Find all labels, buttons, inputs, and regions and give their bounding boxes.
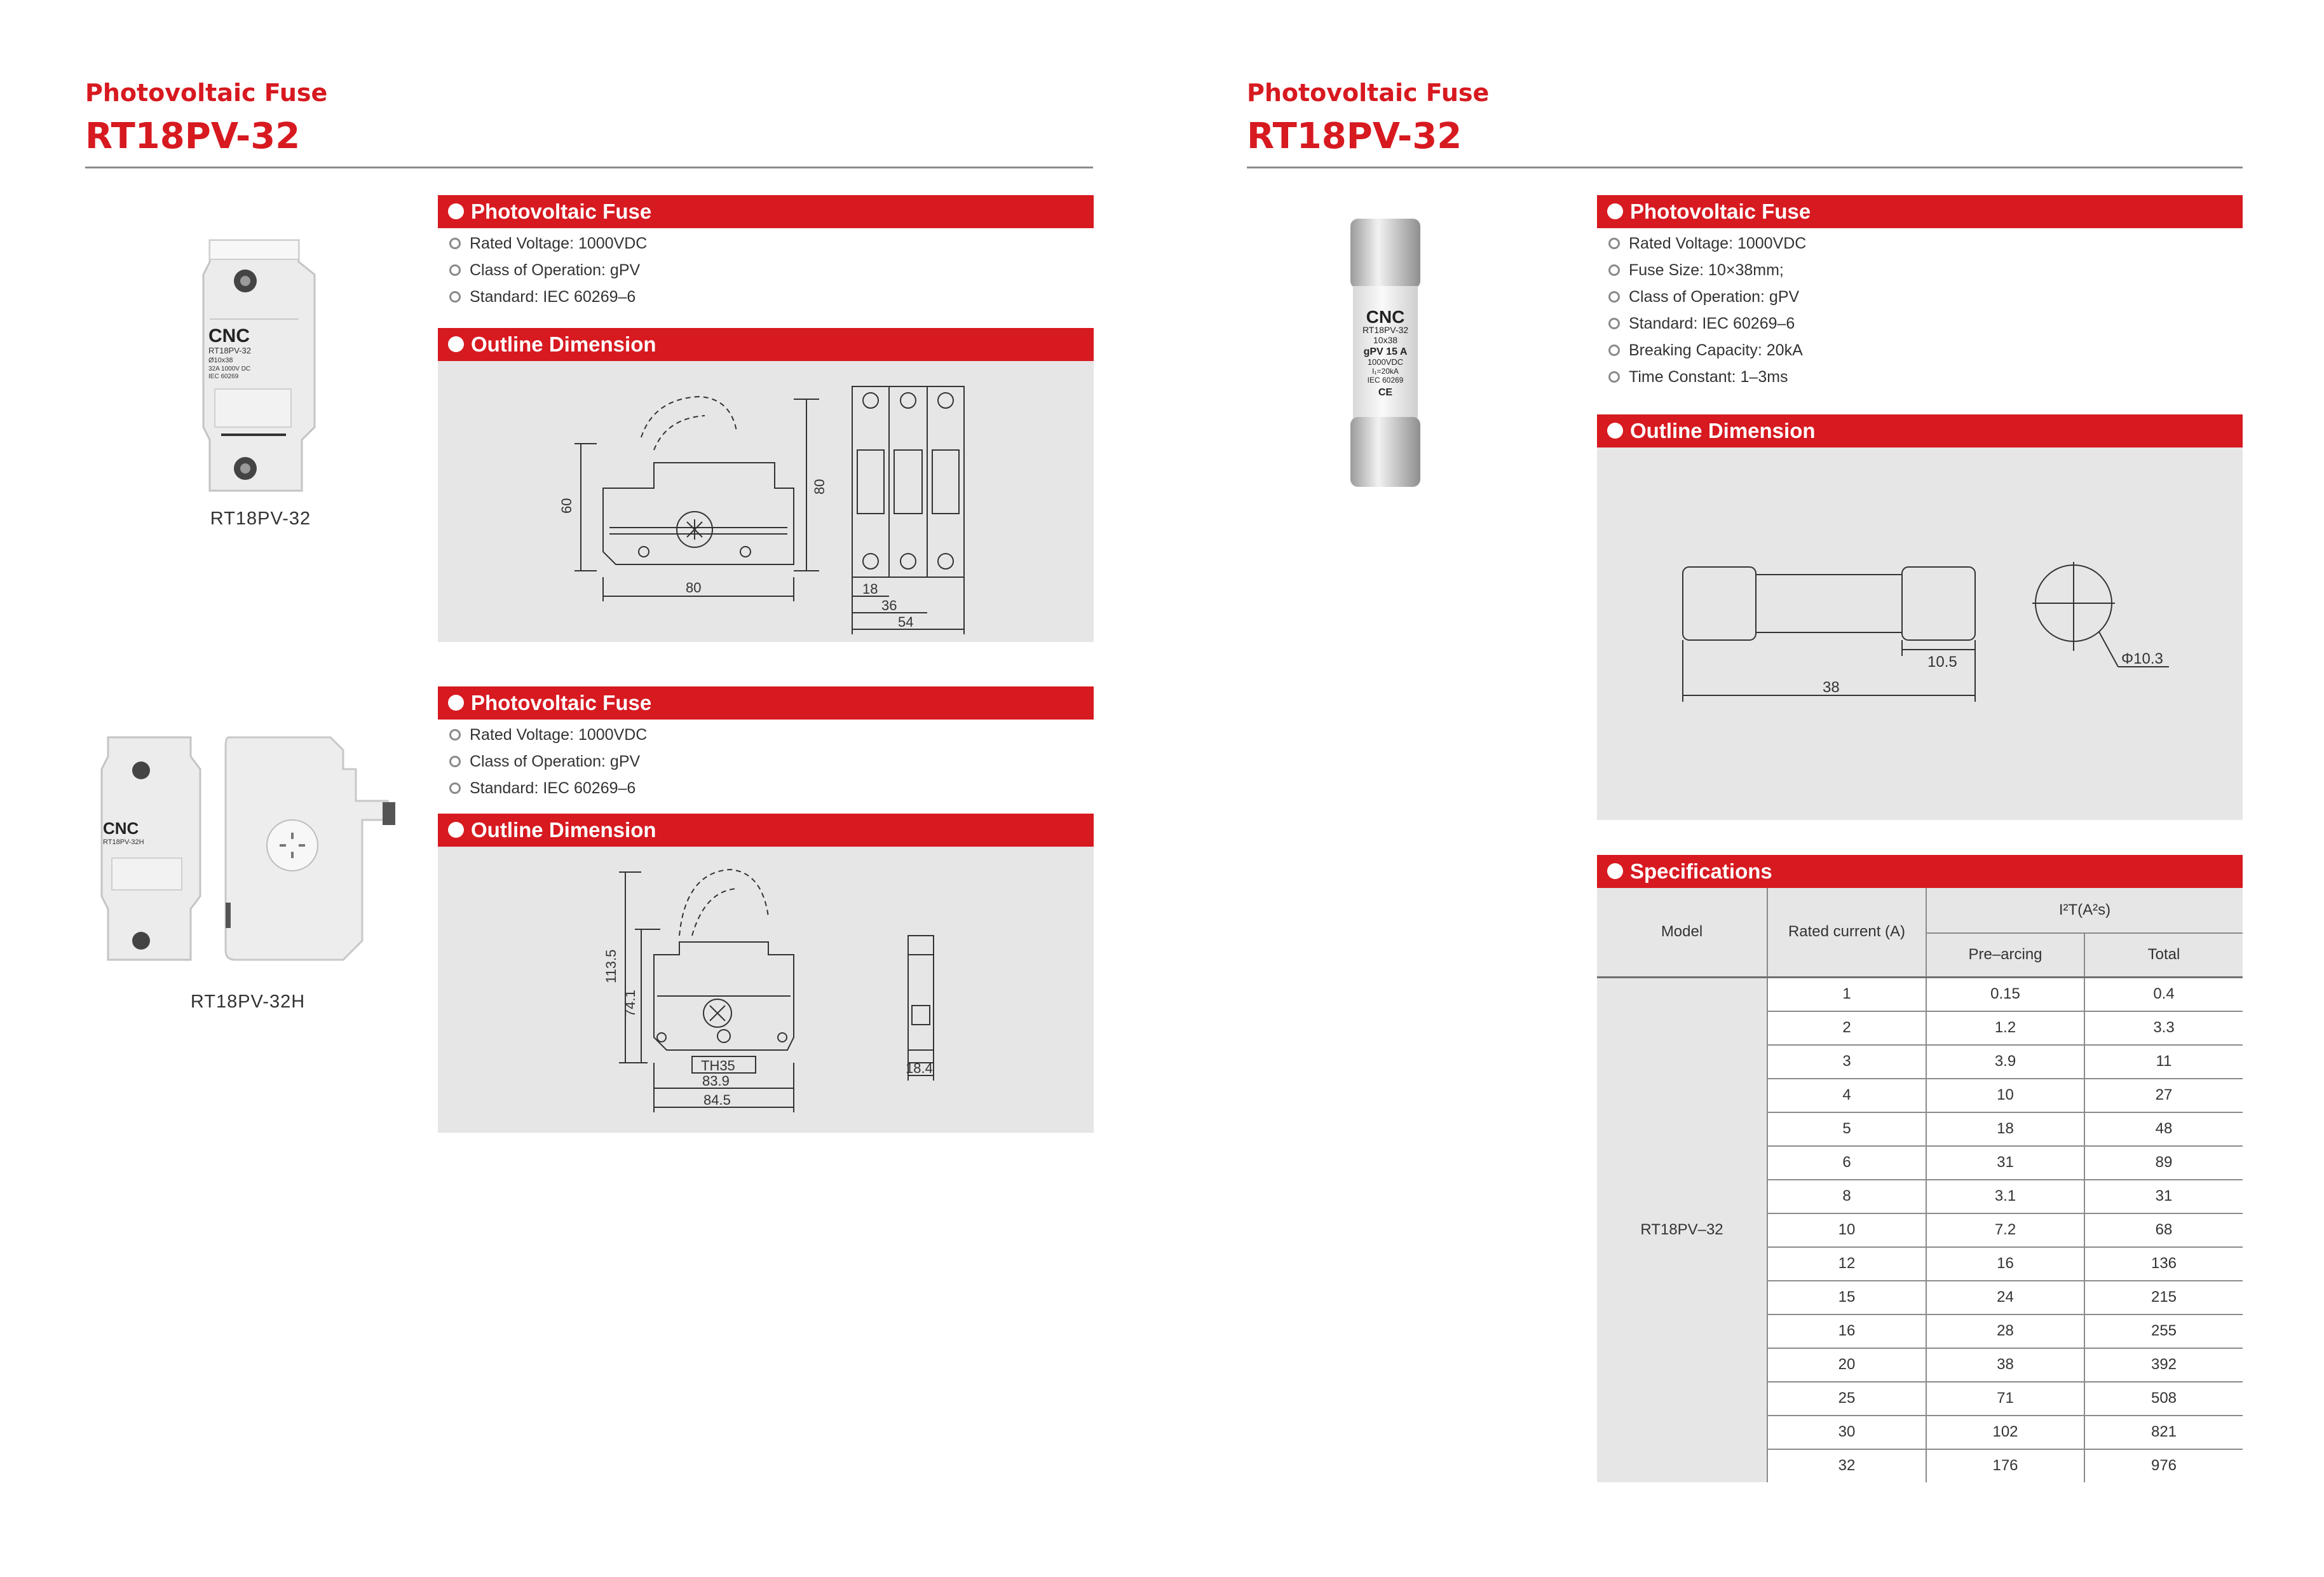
model-cell: RT18PV–32	[1597, 977, 1767, 1482]
bullet-dot-icon	[448, 336, 464, 352]
left-title-rule	[85, 167, 1093, 168]
bullet-dot-icon	[448, 203, 464, 219]
ring-bullet-icon	[1608, 345, 1620, 356]
features-list-2	[447, 721, 647, 802]
table-row: RT18PV–32 1 0.15 0.4	[1597, 977, 2243, 1011]
svg-text:18.4: 18.4	[906, 1060, 933, 1076]
features-list-fuse	[1606, 230, 1806, 390]
feature-item: Class of Operation: gPV	[447, 748, 647, 775]
table-row: 32 176 976	[1597, 1449, 2243, 1482]
outline-drawing-1	[438, 361, 1094, 642]
svg-text:80: 80	[686, 580, 702, 596]
left-kicker: Photovoltaic Fuse	[85, 79, 328, 107]
svg-text:1000VDC: 1000VDC	[1367, 357, 1404, 367]
ring-bullet-icon	[1608, 371, 1620, 383]
feature-item: Standard: IEC 60269–6	[447, 283, 647, 310]
svg-text:10x38: 10x38	[1373, 335, 1398, 345]
feature-item: Rated Voltage: 1000VDC	[447, 230, 647, 257]
ring-bullet-icon	[1608, 318, 1620, 329]
col-header-current: Rated current (A)	[1767, 888, 1926, 977]
table-row: 20 38 392	[1597, 1348, 2243, 1382]
feature-item: Time Constant: 1–3ms	[1606, 364, 1806, 390]
ring-bullet-icon	[449, 782, 461, 794]
svg-text:TH35: TH35	[701, 1058, 735, 1074]
feature-item: Standard: IEC 60269–6	[1606, 310, 1806, 337]
svg-text:RT18PV-32H: RT18PV-32H	[103, 838, 144, 846]
bullet-dot-icon	[448, 695, 464, 711]
svg-text:36: 36	[881, 597, 897, 613]
svg-text:83.9: 83.9	[702, 1073, 730, 1089]
features-list-1	[447, 230, 647, 310]
ring-bullet-icon	[449, 264, 461, 276]
svg-text:Φ10.3: Φ10.3	[2121, 650, 2163, 667]
feature-item: Rated Voltage: 1000VDC	[447, 721, 647, 748]
left-page-title: RT18PV-32	[85, 116, 301, 157]
outline-header-fuse: Outline Dimension	[1597, 414, 2243, 447]
table-row: 16 28 255	[1597, 1314, 2243, 1348]
ring-bullet-icon	[449, 291, 461, 303]
feature-item: Class of Operation: gPV	[447, 257, 647, 283]
col-header-model: Model	[1597, 888, 1767, 977]
features-header-fuse: Photovoltaic Fuse	[1597, 195, 2243, 228]
svg-text:gPV 15 A: gPV 15 A	[1363, 346, 1408, 357]
table-row: 5 18 48	[1597, 1112, 2243, 1146]
svg-text:IEC 60269: IEC 60269	[208, 373, 239, 380]
table-row: 30 102 821	[1597, 1416, 2243, 1449]
rt18pv-32h-caption: RT18PV-32H	[190, 992, 306, 1012]
svg-text:Ø10x38: Ø10x38	[208, 357, 233, 364]
table-row: 8 3.1 31	[1597, 1180, 2243, 1213]
features-header-2: Photovoltaic Fuse	[438, 686, 1094, 720]
svg-text:38: 38	[1823, 679, 1840, 696]
table-row: 2 1.2 3.3	[1597, 1011, 2243, 1045]
rt18pv-32-caption: RT18PV-32	[210, 509, 311, 529]
bullet-dot-icon	[1607, 863, 1623, 879]
svg-text:10.5: 10.5	[1927, 653, 1957, 671]
rt18pv-32h-photo	[95, 731, 413, 966]
ring-bullet-icon	[1608, 291, 1620, 303]
svg-text:74.1: 74.1	[622, 990, 638, 1017]
ring-bullet-icon	[1608, 264, 1620, 276]
col-header-prearcing: Pre–arcing	[1926, 933, 2084, 977]
outline-header-2: Outline Dimension	[438, 814, 1094, 847]
svg-text:CNC: CNC	[1366, 307, 1405, 327]
outline-panel-2	[438, 847, 1094, 1133]
svg-text:IEC 60269: IEC 60269	[1367, 376, 1404, 385]
outline-drawing-fuse	[1597, 447, 2243, 820]
svg-text:60: 60	[559, 498, 574, 514]
rt18pv-32-photo	[191, 236, 330, 497]
outline-drawing-2	[438, 847, 1094, 1133]
specs-header: Specifications	[1597, 855, 2243, 888]
features-header-1: Photovoltaic Fuse	[438, 195, 1094, 228]
feature-item: Breaking Capacity: 20kA	[1606, 337, 1806, 364]
right-title-rule	[1247, 167, 2243, 168]
table-row: 15 24 215	[1597, 1281, 2243, 1314]
svg-text:113.5: 113.5	[603, 949, 619, 983]
ring-bullet-icon	[1608, 238, 1620, 249]
svg-text:80: 80	[812, 479, 827, 495]
table-row: 25 71 508	[1597, 1382, 2243, 1416]
bullet-dot-icon	[1607, 423, 1623, 439]
feature-item: Fuse Size: 10×38mm;	[1606, 257, 1806, 283]
svg-text:CE: CE	[1378, 387, 1393, 398]
outline-panel-fuse	[1597, 447, 2243, 820]
spec-table	[1597, 888, 2243, 1482]
table-row: 6 31 89	[1597, 1146, 2243, 1180]
table-row: 12 16 136	[1597, 1247, 2243, 1281]
col-header-total: Total	[2084, 933, 2243, 977]
svg-text:18: 18	[862, 581, 878, 597]
svg-text:RT18PV-32: RT18PV-32	[208, 346, 251, 355]
svg-text:32A 1000V DC: 32A 1000V DC	[208, 365, 251, 372]
ring-bullet-icon	[449, 756, 461, 767]
feature-item: Rated Voltage: 1000VDC	[1606, 230, 1806, 257]
svg-text:RT18PV-32: RT18PV-32	[1362, 325, 1409, 335]
table-row: 4 10 27	[1597, 1079, 2243, 1112]
table-row: 3 3.9 11	[1597, 1045, 2243, 1079]
svg-text:I₁=20kA: I₁=20kA	[1372, 367, 1399, 376]
bullet-dot-icon	[448, 822, 464, 838]
ring-bullet-icon	[449, 729, 461, 741]
feature-item: Standard: IEC 60269–6	[447, 775, 647, 802]
svg-text:CNC: CNC	[103, 819, 139, 838]
right-kicker: Photovoltaic Fuse	[1247, 79, 1490, 107]
outline-panel-1	[438, 361, 1094, 642]
svg-text:54: 54	[898, 614, 914, 630]
svg-text:84.5: 84.5	[703, 1092, 731, 1108]
table-row: 10 7.2 68	[1597, 1213, 2243, 1247]
photo-brand-text: CNC	[208, 325, 250, 346]
right-page-title: RT18PV-32	[1247, 116, 1462, 157]
ring-bullet-icon	[449, 238, 461, 249]
col-header-i2t: I²T(A²s)	[1926, 888, 2243, 933]
fuse-photo	[1344, 216, 1427, 489]
outline-header-1: Outline Dimension	[438, 328, 1094, 361]
feature-item: Class of Operation: gPV	[1606, 283, 1806, 310]
bullet-dot-icon	[1607, 203, 1623, 219]
